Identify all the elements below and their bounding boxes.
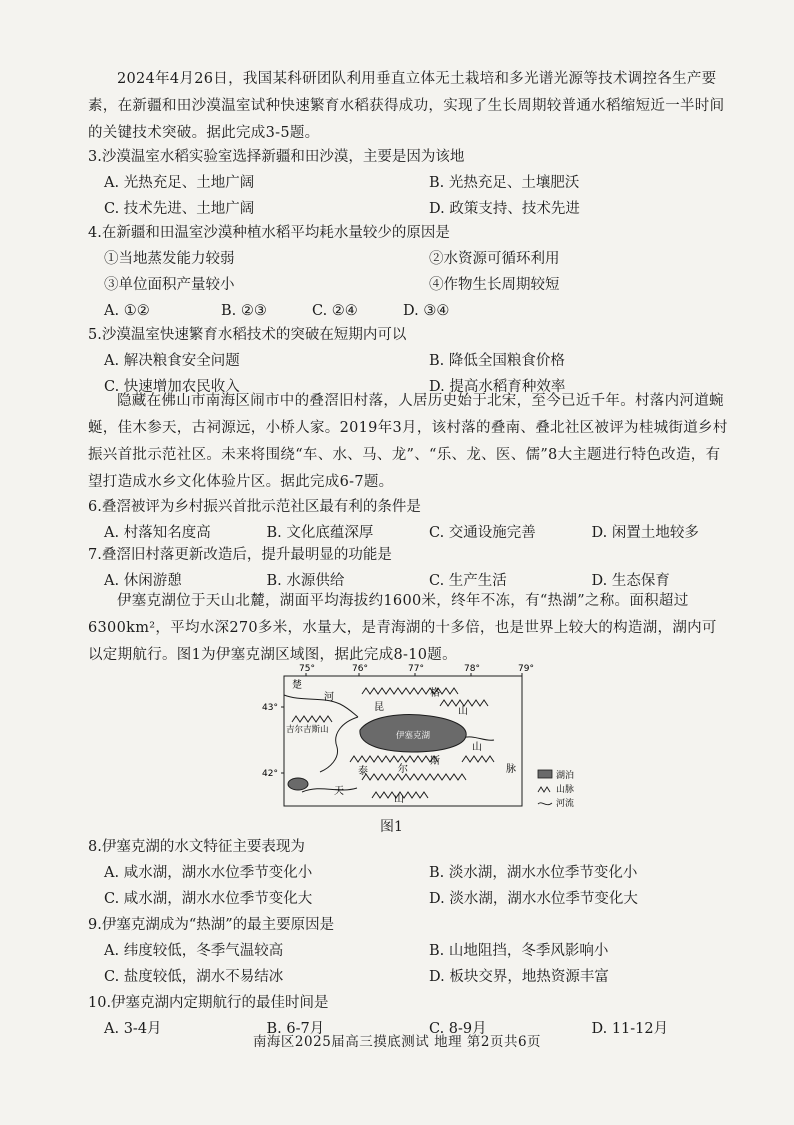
q10-option-b[interactable]: B. 6-7月 [266, 1021, 325, 1037]
q9-option-b[interactable]: B. 山地阻挡，冬季风影响小 [429, 943, 609, 959]
issyk-kul-map [262, 662, 562, 812]
q4-option-a[interactable]: A. ①② [104, 303, 150, 319]
map-legend [536, 766, 596, 816]
question-4-stem: 4.在新疆和田温室沙漠种植水稻平均耗水量较少的原因是 [88, 225, 450, 241]
q6-option-a[interactable]: A. 村落知名度高 [104, 525, 211, 541]
map-svg [262, 662, 562, 812]
question-3-stem: 3.沙漠温室水稻实验室选择新疆和田沙漠，主要是因为该地 [88, 149, 465, 165]
q10-option-c[interactable]: C. 8-9月 [429, 1021, 487, 1037]
question-8-stem: 8.伊塞克湖的水文特征主要表现为 [88, 839, 305, 855]
q7-option-b[interactable]: B. 水源供给 [266, 573, 345, 589]
south-range-label: 泰 [358, 766, 368, 777]
q8-option-d[interactable]: D. 淡水湖，湖水水位季节变化大 [429, 891, 638, 907]
lon-label: 77° [408, 664, 424, 674]
q3-option-b[interactable]: B. 光热充足、土壤肥沃 [429, 175, 580, 191]
q4-item-4: ④作物生长周期较短 [429, 277, 560, 293]
lake-label: 伊塞克湖 [396, 731, 431, 741]
q8-option-b[interactable]: B. 淡水湖，湖水水位季节变化小 [429, 865, 638, 881]
lon-label: 78° [464, 664, 480, 674]
legend-lake-swatch [538, 770, 552, 778]
legend-river-label: 河流 [556, 799, 575, 809]
river-chu-label: 河 [324, 692, 334, 703]
q5-option-b[interactable]: B. 降低全国粮食价格 [429, 353, 565, 369]
q3-option-d[interactable]: D. 政策支持、技术先进 [429, 201, 580, 217]
small-lake [288, 778, 308, 790]
question-10-stem: 10.伊塞克湖内定期航行的最佳时间是 [88, 995, 329, 1011]
passage-3-5: 2024年4月26日，我国某科研团队利用垂直立体无土栽培和多光谱光源等技术调控各生产要素，在新疆和田沙漠温室试种快速繁育水稻获得成功，实现了生长周期较普通水稻缩短近一半时间的关键技术突破。据此完成3-5题。 [88, 71, 725, 141]
question-6-stem: 6.叠滘被评为乡村振兴首批示范社区最有利的条件是 [88, 499, 421, 515]
legend-mountain-swatch [538, 787, 550, 792]
q5-option-c[interactable]: C. 快速增加农民收入 [104, 379, 240, 395]
q9-option-d[interactable]: D. 板块交界，地热资源丰富 [429, 969, 609, 985]
q8-option-a[interactable]: A. 咸水湖，湖水水位季节变化小 [104, 865, 313, 881]
q5-option-a[interactable]: A. 解决粮食安全问题 [104, 353, 240, 369]
lon-label: 79° [518, 664, 534, 674]
north-range-label: 山 [458, 706, 468, 717]
q8-option-c[interactable]: C. 咸水湖，湖水水位季节变化大 [104, 891, 313, 907]
q10-option-a[interactable]: A. 3-4月 [104, 1021, 162, 1037]
q7-option-d[interactable]: D. 生态保育 [591, 573, 670, 589]
question-9-stem: 9.伊塞克湖成为“热湖”的最主要原因是 [88, 917, 335, 933]
q4-option-b[interactable]: B. ②③ [221, 303, 267, 319]
q10-option-d[interactable]: D. 11-12月 [591, 1021, 669, 1037]
north-range-label: 格 [430, 688, 440, 699]
q9-option-a[interactable]: A. 纬度较低，冬季气温较高 [104, 943, 284, 959]
q6-option-b[interactable]: B. 文化底蕴深厚 [266, 525, 374, 541]
lon-label: 76° [352, 664, 368, 674]
kyrgyz-range-label: 吉尔吉斯山 [286, 725, 329, 735]
lat-label: 43° [262, 703, 278, 713]
lat-label: 42° [262, 769, 278, 779]
q4-option-c[interactable]: C. ②④ [312, 303, 358, 319]
tianshan-label: 山 [394, 794, 404, 805]
q4-item-2: ②水资源可循环利用 [429, 251, 560, 267]
q4-item-1: ①当地蒸发能力较弱 [104, 251, 235, 267]
south-range-label: 尔 [398, 764, 408, 775]
tianshan-label: 天 [334, 786, 344, 797]
question-6 [88, 494, 738, 546]
q3-option-c[interactable]: C. 技术先进、土地广阔 [104, 201, 255, 217]
page-footer: 南海区2025届高三摸底测试 地理 第2页共6页 [252, 1034, 542, 1050]
question-5-stem: 5.沙漠温室快速繁育水稻技术的突破在短期内可以 [88, 327, 407, 343]
figure-caption: 图1 [380, 819, 403, 835]
q5-option-d[interactable]: D. 提高水稻育种效率 [429, 379, 566, 395]
q6-option-c[interactable]: C. 交通设施完善 [429, 525, 536, 541]
legend-svg [536, 766, 596, 812]
south-range-label: 脉 [506, 764, 516, 775]
legend-river-swatch [538, 803, 552, 805]
question-7-stem: 7.叠滘旧村落更新改造后，提升最明显的功能是 [88, 547, 392, 563]
south-range-label: 山 [472, 742, 482, 753]
north-range-label: 昆 [374, 702, 384, 713]
q7-option-c[interactable]: C. 生产生活 [429, 573, 507, 589]
legend-mountain-label: 山脉 [556, 785, 575, 795]
question-9 [88, 912, 738, 990]
q3-option-a[interactable]: A. 光热充足、土地广阔 [104, 175, 255, 191]
river-chu-label: 楚 [292, 680, 302, 691]
question-7 [88, 542, 738, 594]
question-4 [88, 220, 738, 324]
mountain-range-south [350, 756, 494, 798]
q7-option-a[interactable]: A. 休闲游憩 [104, 573, 182, 589]
passage-6-7: 隐藏在佛山市南海区闹市中的叠滘旧村落，人居历史始于北宋，至今已近千年。村落内河道蜿蜒，佳木参天，古祠源远，小桥人家。2019年3月，该村落的叠南、叠北社区被评为桂城街道乡村振兴首批示范社区。未来将围绕“车、水、马、龙”、“乐、龙、医、儒”8大主题进行特色改造，有望打造成水乡文化体验片区。据此完成6-7题。 [88, 393, 728, 490]
passage-8-10: 伊塞克湖位于天山北麓，湖面平均海拔约1600米，终年不冻，有“热湖”之称。面积超过6300km²，平均水深270多米，水量大，是青海湖的十多倍，也是世界上较大的构造湖，湖内可以定期航行。图1为伊塞克湖区域图，据此完成8-10题。 [88, 593, 717, 663]
q4-item-3: ③单位面积产量较小 [104, 277, 235, 293]
q9-option-c[interactable]: C. 盐度较低，湖水不易结冰 [104, 969, 284, 985]
q6-option-d[interactable]: D. 闲置土地较多 [591, 525, 699, 541]
question-3 [88, 144, 738, 222]
question-8 [88, 834, 738, 912]
south-range-label: 斯 [430, 756, 440, 767]
legend-lake-label: 湖泊 [556, 771, 575, 781]
lon-label: 75° [299, 664, 315, 674]
q4-option-d[interactable]: D. ③④ [403, 303, 450, 319]
